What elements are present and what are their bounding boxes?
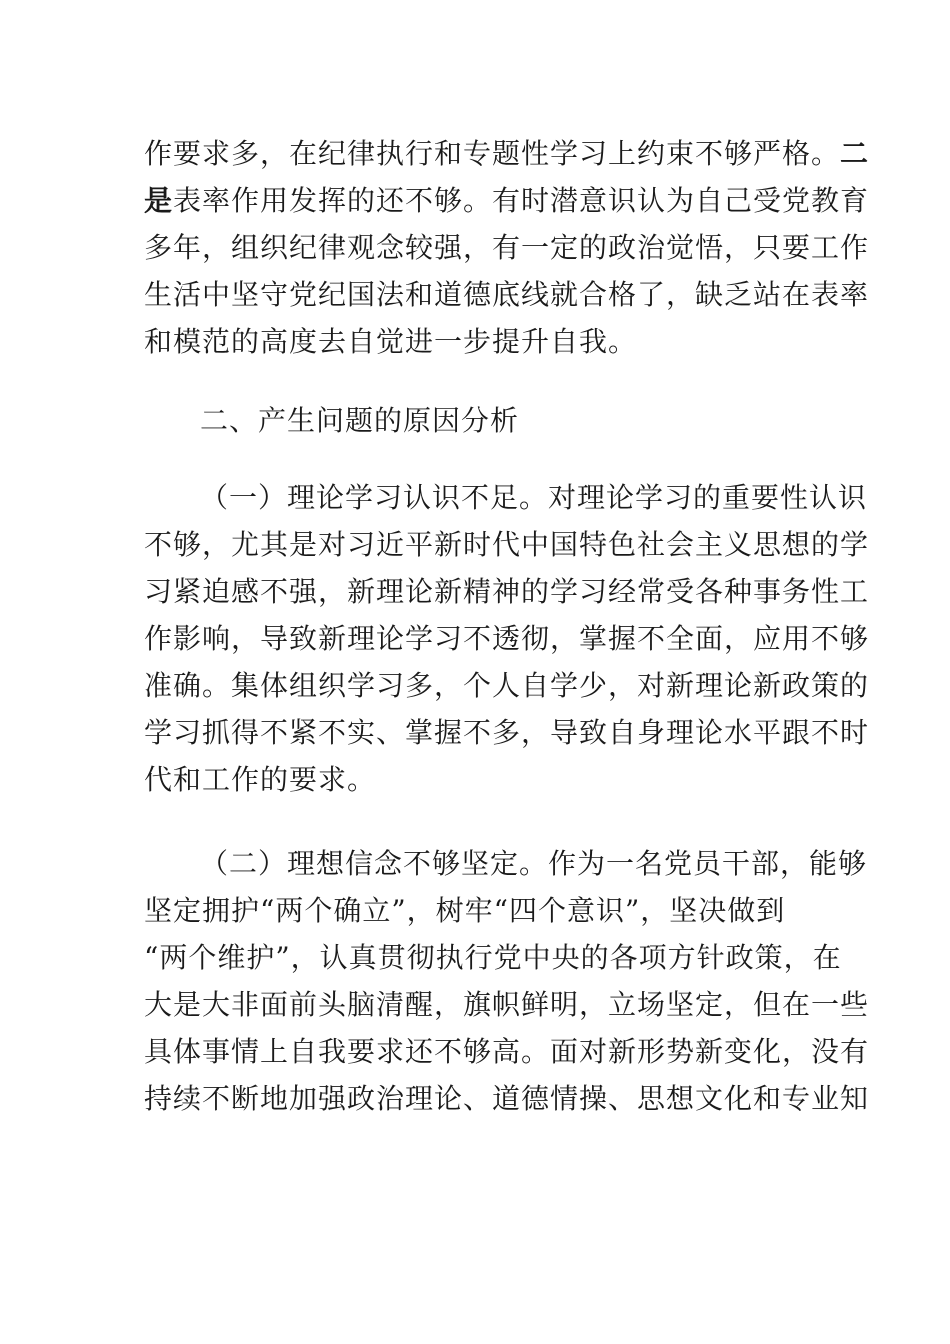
paragraph-line: 和模范的高度去自觉进一步提升自我。 <box>144 325 638 358</box>
paragraph-line: 代和工作的要求。 <box>144 763 377 796</box>
paragraph-line: 大是大非面前头脑清醒，旗帜鲜明，立场坚定，但在一些 <box>144 988 870 1021</box>
paragraph-line: “两个维护”，认真贯彻执行党中央的各项方针政策，在 <box>144 941 842 974</box>
paragraph-line: （二）理想信念不够坚定。作为一名党员干部，能够 <box>200 847 868 880</box>
paragraph-line: 持续不断地加强政治理论、道德情操、思想文化和专业知 <box>144 1082 870 1115</box>
paragraph-line: （一）理论学习认识不足。对理论学习的重要性认识 <box>200 481 868 514</box>
emphasis-text: 二 <box>840 137 870 170</box>
paragraph-line: 坚定拥护“两个确立”，树牢“四个意识”，坚决做到 <box>144 894 786 927</box>
section-heading: 二、产生问题的原因分析 <box>200 404 520 437</box>
paragraph-line: 多年，组织纪律观念较强，有一定的政治觉悟，只要工作 <box>144 231 870 264</box>
paragraph-line: 生活中坚守党纪国法和道德底线就合格了，缺乏站在表率 <box>144 278 870 311</box>
paragraph-line: 学习抓得不紧不实、掌握不多，导致自身理论水平跟不时 <box>144 716 870 749</box>
paragraph-line: 准确。集体组织学习多，个人自学少，对新理论新政策的 <box>144 669 870 702</box>
paragraph-line: 作影响，导致新理论学习不透彻，掌握不全面，应用不够 <box>144 622 870 655</box>
emphasis-text: 是 <box>144 184 174 217</box>
paragraph-line <box>144 134 869 174</box>
paragraph-line: 具体事情上自我要求还不够高。面对新形势新变化，没有 <box>144 1035 870 1068</box>
paragraph-line: 不够，尤其是对习近平新时代中国特色社会主义思想的学 <box>144 528 870 561</box>
paragraph-line <box>144 181 869 221</box>
paragraph-text: 表率作用发挥的还不够。有时潜意识认为自己受党教育 <box>173 184 870 217</box>
paragraph-line: 习紧迫感不强，新理论新精神的学习经常受各种事务性工 <box>144 575 870 608</box>
paragraph-text: 作要求多，在纪律执行和专题性学习上约束不够严格。 <box>144 137 841 170</box>
